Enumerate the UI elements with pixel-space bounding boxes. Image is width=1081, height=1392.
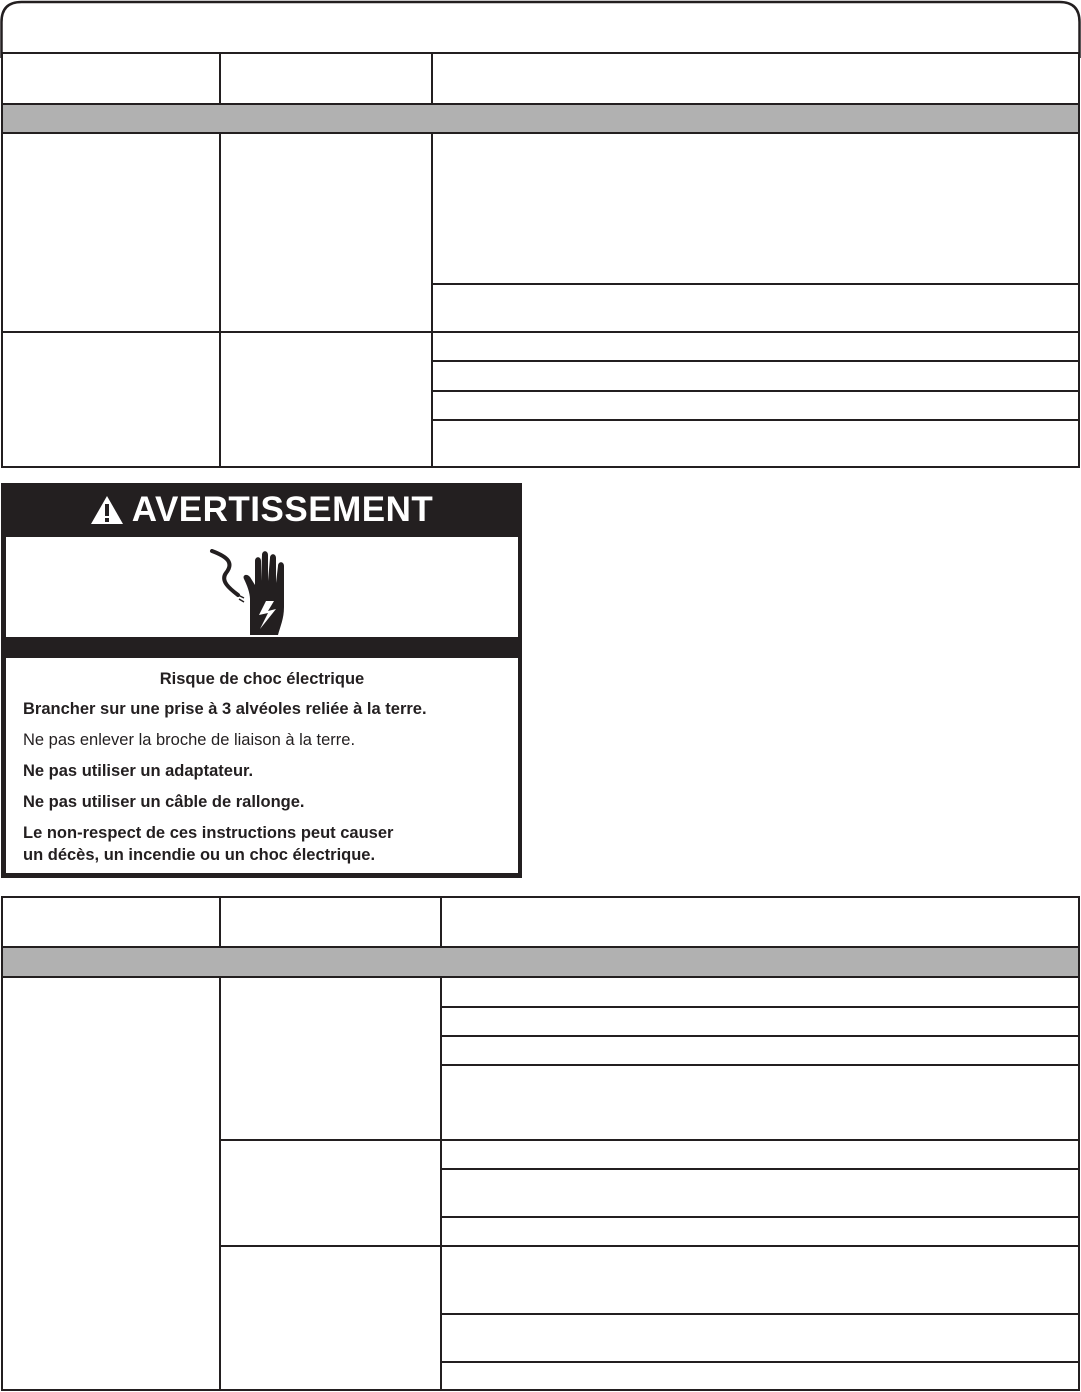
column-divider [219,976,221,1391]
warning-title: AVERTISSEMENT [131,489,434,529]
row-divider [432,283,1080,285]
warning-line: Ne pas utiliser un câble de rallonge. [23,793,305,811]
row-divider [1,331,1080,333]
column-divider [431,132,433,468]
row-divider [220,1245,1080,1247]
row-divider [441,1064,1080,1066]
column-divider [1,52,3,468]
section-band [2,948,1078,976]
row-divider [1,946,1080,948]
warning-icon-panel [6,537,518,637]
risk-heading: Risque de choc électrique [159,670,365,688]
row-divider [432,360,1080,362]
warning-line: un décès, un incendie ou un choc électrique. [23,846,376,864]
row-divider [441,1313,1080,1315]
column-divider [431,52,433,105]
top-table-header-frame [0,0,1081,60]
row-divider [441,1361,1080,1363]
column-divider [1,896,3,1391]
warning-text-panel [6,658,518,873]
row-divider [432,419,1080,421]
column-divider [219,132,221,468]
row-divider [1,976,1080,978]
warning-header [1,483,522,536]
column-divider [440,976,442,1391]
warning-triangle-icon [90,495,124,525]
row-divider [1,1389,1080,1391]
row-divider [1,103,1080,105]
row-divider [1,52,1080,54]
warning-box [1,483,522,878]
row-divider [441,1035,1080,1037]
row-divider [441,1168,1080,1170]
row-divider [441,1216,1080,1218]
warning-line: Brancher sur une prise à 3 alvéoles reliée à la terre. [23,700,427,718]
warning-line: Ne pas utiliser un adaptateur. [23,762,254,780]
row-divider [1,896,1080,898]
column-divider [1078,896,1080,1391]
column-divider [219,52,221,105]
row-divider [220,1139,1080,1141]
row-divider [441,1006,1080,1008]
row-divider [1,132,1080,134]
warning-line: Ne pas enlever la broche de liaison à la terre. [23,731,356,749]
column-divider [440,896,442,948]
section-band [2,105,1078,132]
row-divider [432,390,1080,392]
column-divider [219,896,221,948]
electric-shock-hand-icon [206,549,298,639]
warning-line: Le non-respect de ces instructions peut causer [23,824,394,842]
column-divider [1078,52,1080,468]
row-divider [1,466,1080,468]
